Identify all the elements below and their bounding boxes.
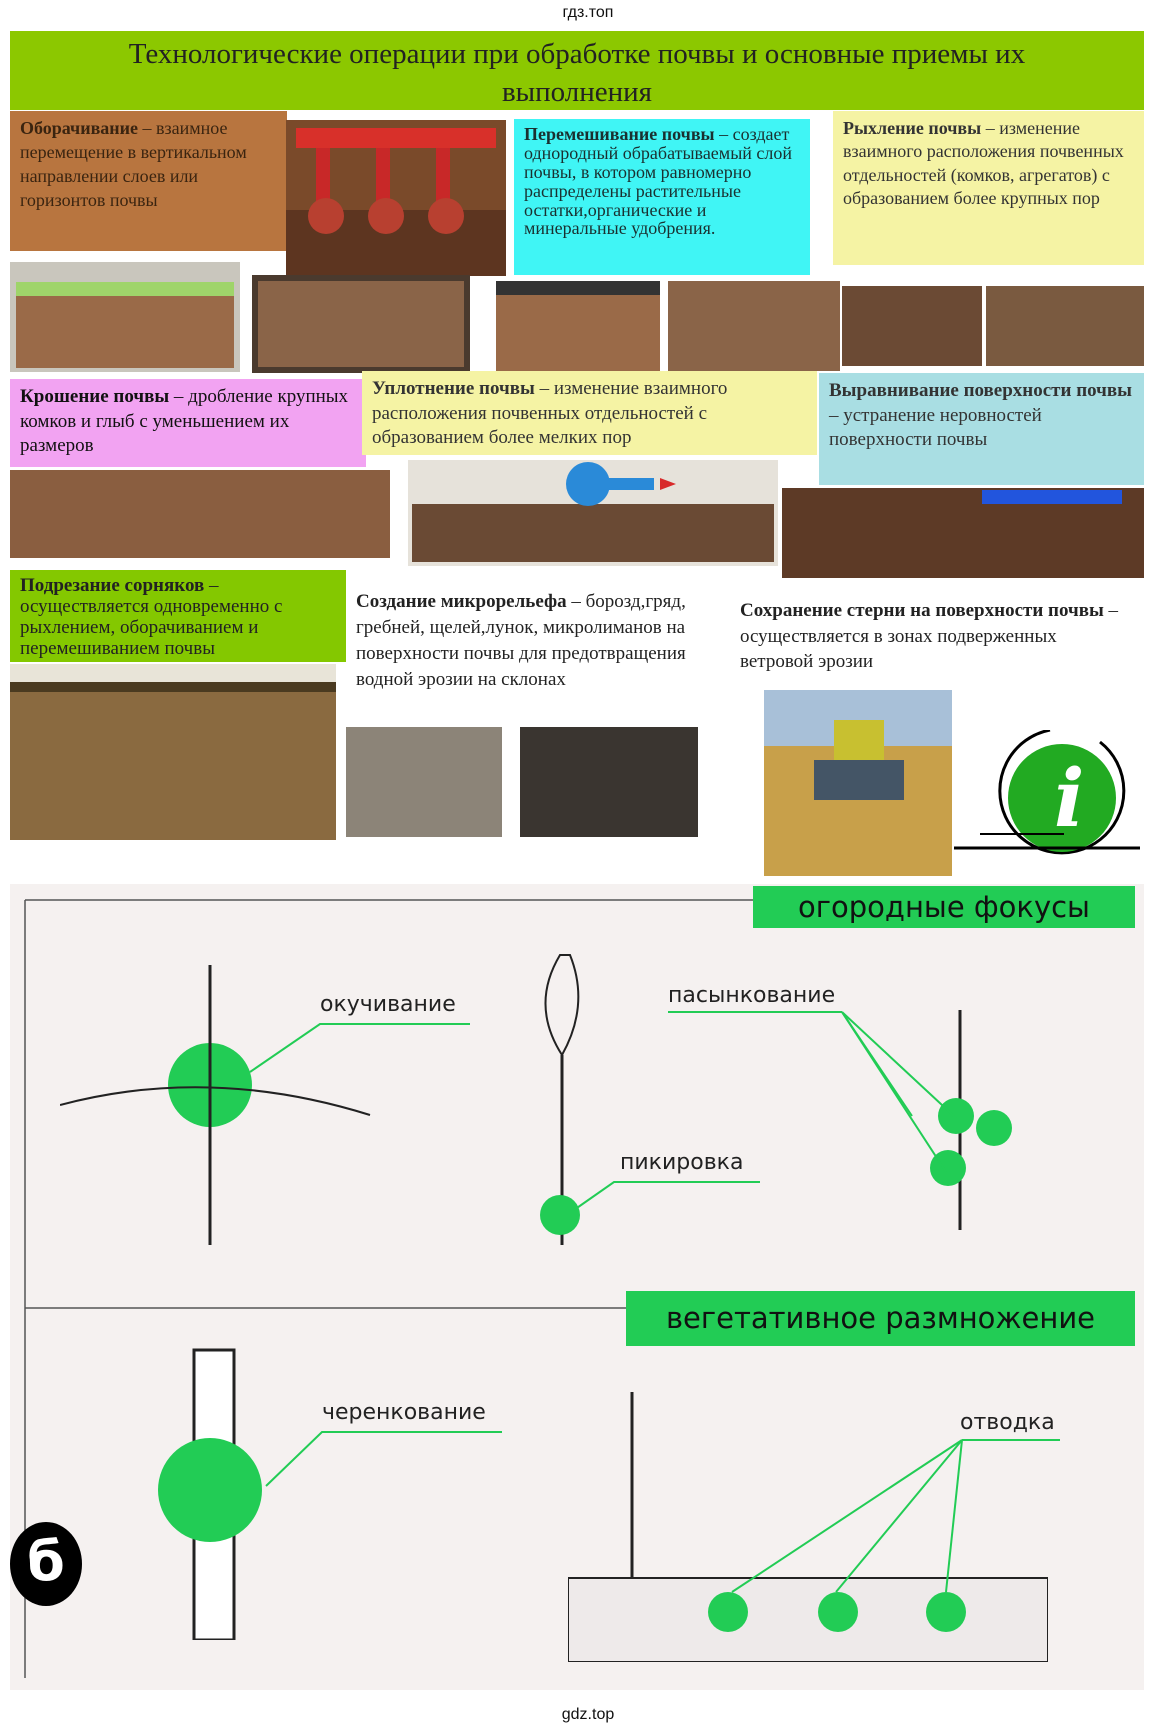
- desc: – осуществляется одновременно с рыхлением, оборачиванием и перемешиванием почвы: [20, 575, 283, 659]
- label-pasynkovanie: пасынкование: [668, 983, 836, 1008]
- site-caption-bottom: gdz.top: [561, 1706, 615, 1723]
- panel-mikrorelief: [346, 583, 722, 713]
- weed-cutting-image: [10, 664, 336, 840]
- desc: – взаимное перемещение в вертикальном направлении слоев или горизонтов почвы: [20, 118, 247, 210]
- stubble-tractor-photo: [764, 690, 952, 876]
- term: Оборачивание: [20, 118, 139, 138]
- soil-grass-image: [10, 262, 240, 372]
- soil-mixed-image: [496, 281, 660, 371]
- soil-cracked-image: [252, 275, 470, 373]
- panel-vyravnivanie: [819, 373, 1144, 485]
- term: Рыхление почвы: [843, 118, 982, 138]
- term: Крошение почвы: [20, 386, 170, 407]
- panel-podrezanie: [10, 570, 346, 662]
- info-icon: [950, 730, 1144, 860]
- desc: – устранение неровностей поверхности почвы: [829, 404, 1042, 451]
- label-otvodka: отводка: [960, 1410, 1055, 1435]
- term: Выравнивание поверхности почвы: [829, 380, 1132, 401]
- panel-kroshenie: [10, 379, 366, 467]
- leader-line-okuchivanie: [240, 1018, 470, 1078]
- microrelief-field-photo: [520, 727, 698, 837]
- section-badge: б: [10, 1522, 82, 1606]
- panel-uplotnenie: [362, 371, 817, 455]
- label-okuchivanie: окучивание: [320, 992, 456, 1017]
- soil-compaction-image: [408, 460, 778, 566]
- term: Уплотнение почвы: [372, 378, 535, 399]
- soil-loose-image: [986, 286, 1144, 366]
- panel-rykhlenie: [833, 111, 1144, 265]
- desc: – изменение взаимного расположения почвенных отдельностей (комков, агрегатов) с образованием более крупных пор: [843, 118, 1124, 209]
- desc: – создает однородный обрабатываемый слой почвы, в котором равномерно распределены растительные остатки,органические и минеральные удобрения.: [524, 124, 793, 239]
- desc: – осуществляется в зонах подверженных ветровой эрозии: [740, 600, 1119, 673]
- desc: – дробление крупных комков и глыб с уменьшением их размеров: [20, 386, 349, 457]
- vegetative-header: вегетативное размножение: [626, 1291, 1135, 1346]
- leader-lines-otvodka: [730, 1436, 1060, 1596]
- soil-clods-image: [842, 286, 982, 366]
- term: Подрезание сорняков: [20, 575, 205, 596]
- desc: – борозд,гряд, гребней, щелей,лунок, микролиманов на поверхности почвы для предотвращения водной эрозии на склонах: [356, 591, 686, 691]
- soil-leveling-image: [782, 488, 1144, 578]
- soil-dotted-image: [668, 281, 840, 371]
- term: Создание микрорельефа: [356, 591, 567, 612]
- leader-line-cherenkovanie: [256, 1428, 502, 1494]
- garden-header: огородные фокусы: [753, 886, 1135, 928]
- soil-crumbling-image: [10, 470, 390, 558]
- desc: – изменение взаимного расположения почвенных отдельностей с образованием более мелких пор: [372, 378, 728, 449]
- term: Перемешивание почвы: [524, 124, 715, 144]
- label-pikirovka: пикировка: [620, 1150, 744, 1175]
- info-letter: i: [1054, 751, 1085, 845]
- microrelief-tractor-photo: [346, 727, 502, 837]
- seedling-diagram: [510, 945, 620, 1275]
- panel-peremeshivanie: [514, 119, 810, 275]
- page-title: Технологические операции при обработке почвы и основные приемы их выполнения: [128, 38, 1026, 108]
- label-cherenkovanie: черенкование: [322, 1400, 486, 1425]
- title-bar: [10, 31, 1144, 110]
- panel-sokhranenie: [730, 592, 1144, 672]
- panel-oborachivanie: [10, 111, 287, 251]
- site-caption-top: гдз.топ: [562, 4, 614, 21]
- plough-photo: [286, 120, 506, 276]
- term: Сохранение стерни на поверхности почвы: [740, 600, 1104, 621]
- leader-lines-pasynkovanie: [666, 1008, 986, 1188]
